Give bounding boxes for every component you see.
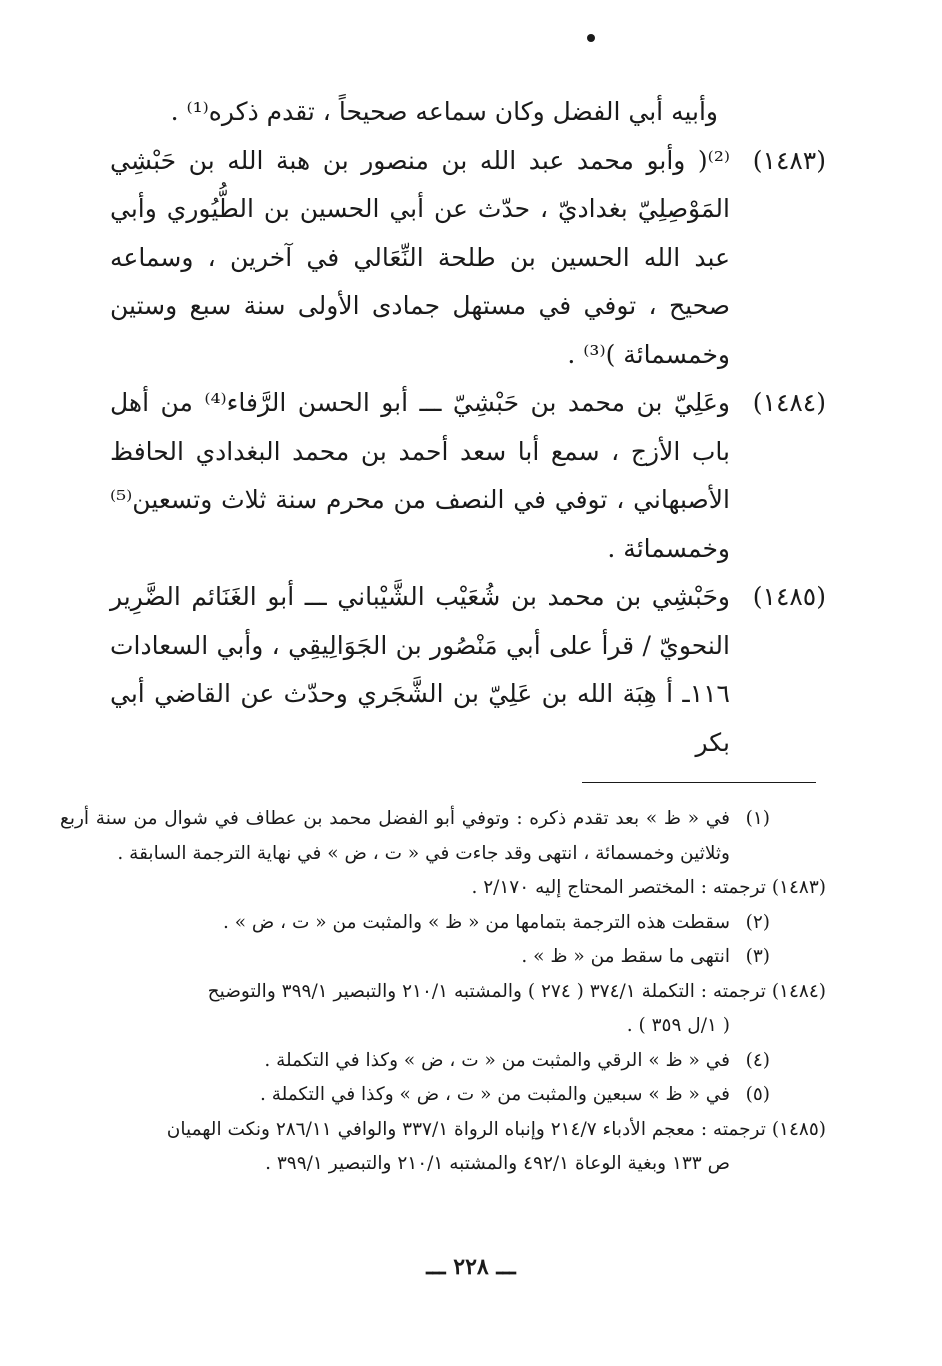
entry-text: وحَبْشِي بن محمد بن شُعَيْب الشَّيْباني ـــ أبو الغَنَائم الضَّرِير النحويّ / قرأ على أبي مَنْصُور بن الجَوَالِيقِي ، وأبي السعادات ١١٦ـ أ هِبَة الله بن عَلِيّ بن الشَّجَري وحدّث عن القاضي أبي بكر bbox=[110, 582, 730, 757]
entry-text: وعَلِيّ بن محمد بن حَبْشِيّ ـــ أبو الحسن الرَّفاء⁽⁴⁾ من أهل باب الأزج ، سمع أبا سعد أحمد بن محمد البغدادي الحافظ الأصبهاني ، توفي في النصف من محرم سنة ثلاث وتسعين⁽⁵⁾ وخمسمائة . bbox=[110, 388, 730, 563]
main-text bbox=[110, 88, 826, 767]
footnote-text: ترجمته : المختصر المحتاج إليه ٢/١٧٠ . bbox=[471, 877, 766, 898]
footnote-number: (١٤٨٥) bbox=[771, 1118, 826, 1140]
footnote-number: (٢) bbox=[745, 911, 770, 933]
entry-number: (١٤٨٤) bbox=[752, 388, 826, 417]
footnote-divider bbox=[582, 782, 816, 783]
footnote-text: ترجمته : معجم الأدباء ٢١٤/٧ وإنباه الرواة ٣٣٧/١ والوافي ٢٨٦/١١ ونكت الهميان bbox=[166, 1118, 766, 1140]
footnote-number: (١٤٨٤) bbox=[771, 980, 826, 1002]
footnote-3 bbox=[60, 940, 826, 975]
entry-number: (١٤٨٥) bbox=[752, 582, 826, 611]
footnote-number: (١٤٨٣) bbox=[771, 877, 826, 898]
footnote-text: سقطت هذه الترجمة بتمامها من « ظ » والمثبت من « ت ، ض » . bbox=[222, 911, 730, 933]
biography-entry-1485 bbox=[110, 573, 826, 767]
footnote-number: (٣) bbox=[745, 946, 770, 967]
page-number: ـــ ٢٢٨ ـــ bbox=[426, 1254, 516, 1280]
entry-number: (١٤٨٣) bbox=[752, 145, 826, 175]
entry-text: ⁽²⁾( وأبو محمد عبد الله بن منصور بن هبة الله بن حَبْشِي المَوْصِلِيّ بغداديّ ، حدّث عن أبي الحسين بن الطُّيُوري وأبي عبد الله الحسين بن طلحة النِّعَالي في آخرين ، وسماعه صحيح ، توفي في مستهل جمادى الأولى سنة سبع وستين وخمسمائة )⁽³⁾ . bbox=[110, 145, 730, 369]
continuation-text: وأبيه أبي الفضل وكان سماعه صحيحاً ، تقدم ذكره⁽¹⁾ . bbox=[170, 97, 718, 126]
footnote-text: ترجمته : التكملة ٣٧٤/١ ( ٢٧٤ ) والمشتبه ٢١٠/١ والتبصير ٣٩٩/١ والتوضيح bbox=[207, 980, 766, 1002]
footnote-text: في « ظ » سبعين والمثبت من « ت ، ض » وكذا في التكملة . bbox=[259, 1084, 730, 1105]
footnote-continuation: ( ١/ل ٣٥٩ ) . bbox=[626, 1015, 730, 1036]
footnote-text: في « ظ » الرقي والمثبت من « ت ، ض » وكذا في التكملة . bbox=[264, 1049, 730, 1071]
footnote-5 bbox=[60, 1078, 826, 1113]
footnotes bbox=[60, 802, 826, 1182]
footnote-continuation: ص ١٣٣ وبغية الوعاة ٤٩٢/١ والمشتبه ٢١٠/١ والتبصير ٣٩٩/١ . bbox=[265, 1153, 730, 1174]
ink-dot bbox=[587, 34, 595, 42]
footnote-number: (٤) bbox=[745, 1049, 770, 1071]
footnote-1 bbox=[60, 802, 826, 871]
translation-source-1483 bbox=[60, 871, 826, 906]
translation-source-1484 bbox=[60, 975, 826, 1044]
translation-source-1485 bbox=[60, 1113, 826, 1182]
biography-entry-1483 bbox=[110, 137, 826, 380]
footnote-number: (٥) bbox=[745, 1084, 770, 1105]
footnote-text: في « ظ » بعد تقدم ذكره : وتوفي أبو الفضل محمد بن عطاف في شوال من سنة أربع وثلاثين وخمسمائة ، انتهى وقد جاءت في « ت ، ض » في نهاية الترجمة السابقة . bbox=[60, 808, 730, 864]
footnote-text: انتهى ما سقط من « ظ » . bbox=[521, 946, 730, 967]
footnote-2 bbox=[60, 906, 826, 941]
footnote-number: (١) bbox=[745, 808, 770, 829]
continuation-paragraph bbox=[110, 88, 826, 137]
footnote-4 bbox=[60, 1044, 826, 1079]
biography-entry-1484 bbox=[110, 379, 826, 573]
